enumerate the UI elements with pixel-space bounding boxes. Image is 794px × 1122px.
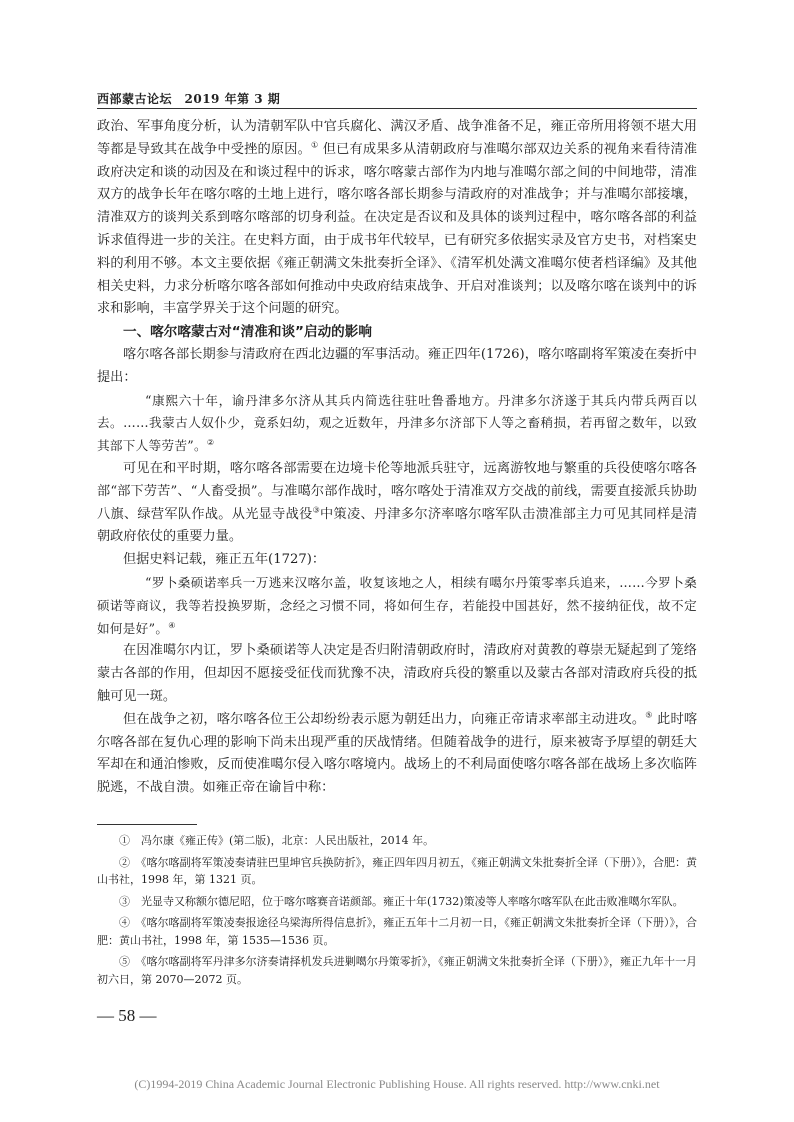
copyright-footer: (C)1994-2019 China Academic Journal Electronic Publishing House. All rights reserved. http://www.cnki.net: [134, 1077, 660, 1091]
footnotes: [97, 832, 697, 992]
footnote-ref-5[interactable]: ⑤: [645, 710, 653, 720]
paragraph-6-text-b: 此时喀尔喀各部在复仇心理的影响下尚未出现严重的厌战情绪。但随着战争的进行，原来被寄予厚望的朝廷大军却在和通泊惨败，反而使准噶尔侵入喀尔喀境内。战场上的不利局面使喀尔喀各部在战场上多次临阵脱逃，不战自溃。如雍正帝在谕旨中称：: [97, 711, 698, 796]
footnote-5: [97, 953, 697, 988]
journal-header: 西部蒙古论坛 2019 年第 3 期: [97, 92, 281, 106]
quote-2: [97, 572, 697, 640]
footnote-2: [97, 854, 697, 889]
paragraph-1-text-a: 政治、军事角度分析，认为清朝军队中官兵腐化、满汉矛盾、战争准备不足，雍正帝所用将领不堪大用等都是导致其在战争中受挫的原因。: [97, 119, 697, 157]
paragraph-2: 喀尔喀各部长期参与清政府在西北边疆的军事活动。雍正四年(1726)，喀尔喀副将军策凌在奏折中提出：: [97, 346, 697, 385]
quote-1: [97, 390, 697, 458]
paragraph-3: [97, 458, 697, 549]
section-title: 一、喀尔喀蒙古对“清准和谈”启动的影响: [123, 324, 372, 341]
paragraph-3-text-b: 中策凌、丹津多尔济率喀尔喀军队击溃准部主力可见其同样是清朝政府依仗的重要力量。: [97, 506, 698, 545]
page-number: — 58 —: [97, 1006, 157, 1025]
paragraph-6-text-a: 但在战争之初，喀尔喀各位王公却纷纷表示愿为朝廷出力，向雍正帝请求率部主动进攻。: [123, 711, 646, 727]
footnote-mark: ①: [119, 834, 130, 847]
paragraph-3-text-a: 可见在和平时期，喀尔喀各部需要在边境卡伦等地派兵驻守，远离游牧地与繁重的兵役使喀尔喀各部“部下劳苦”、“人畜受损”。与准噶尔部作战时，喀尔喀处于清准双方交战的前线，需要直接派兵协助八旗、绿营军队作战。从光显寺战役: [97, 460, 697, 522]
paragraph-1: [97, 116, 697, 321]
footnote-mark: ②: [119, 855, 131, 869]
quote-2-text: “罗卜桑硕诺率兵一万逃来汉喀尔盖，收复该地之人，相续有噶尔丹策零率兵追来，……今罗卜桑硕诺等商议，我等若投换罗斯，念经之习惯不同，将如何生存，若能投中国甚好，然不接纳征伐，故不定如何是好”。: [97, 574, 697, 636]
footnote-ref-1[interactable]: ①: [310, 140, 319, 150]
footnote-text: 光显寺又称额尔德尼昭，位于喀尔喀赛音诺颜部。雍正十年(1732)策凌等人率喀尔喀军队在此击败准噶尔军队。: [141, 894, 684, 908]
paragraph-4: 但据史料记载，雍正五年(1727)：: [123, 552, 326, 568]
header-divider: [97, 108, 697, 109]
footnote-text: 《喀尔喀副将军策凌奏请驻巴里坤官兵换防折》，雍正四年四月初五，《雍正朝满文朱批奏折全译（下册）》，合肥：黄山书社，1998 年，第 1321 页。: [97, 855, 698, 886]
footnote-text: 《喀尔喀副将军丹津多尔济奏请择机发兵进剿噶尔丹策零折》，《雍正朝满文朱批奏折全译（下册）》，雍正九年十一月初六日，第 2070—2072 页。: [97, 955, 698, 986]
footnote-text: 冯尔康《雍正传》(第二版)，北京：人民出版社，2014 年。: [141, 834, 435, 847]
footnote-3: [97, 893, 697, 911]
footnote-ref-3[interactable]: ③: [312, 505, 321, 515]
footnote-ref-2[interactable]: ②: [206, 437, 215, 447]
footnote-text: 《喀尔喀副将军策凌奏报途径乌梁海所得信息折》，雍正五年十二月初一日，《雍正朝满文朱批奏折全译（下册）》，合肥：黄山书社，1998 年，第 1535—1536 页。: [97, 916, 698, 947]
paragraph-5: 在因准噶尔内讧，罗卜桑硕诺等人决定是否归附清朝政府时，清政府对黄教的尊崇无疑起到了笼络蒙古各部的作用，但却因不愿接受征伐而犹豫不决，清政府兵役的繁重以及蒙古各部对清政府兵役的抵触可见一斑。: [97, 643, 697, 704]
footnote-divider: [97, 824, 197, 825]
article-body: [97, 116, 697, 800]
footnote-4: [97, 914, 697, 949]
quote-1-text: “康熙六十年，谕丹津多尔济从其兵内简选往驻吐鲁番地方。丹津多尔济遂于其兵内带兵两百以去。……我蒙古人奴仆少，竟系妇幼，观之近数年，丹津多尔济部下人等之畜稍损，若再留之数年，以致其部下人等劳苦”。: [97, 392, 697, 454]
footnote-mark: ④: [119, 916, 131, 929]
paragraph-6: [97, 709, 697, 800]
footnote-mark: ⑤: [119, 955, 131, 968]
paragraph-1-text-b: 但已有成果多从清朝政府与准噶尔部双边关系的视角来看待清准政府决定和谈的动因及在和谈过程中的诉求，喀尔喀蒙古部作为内地与准噶尔部之间的中间地带，清准双方的战争长年在喀尔喀的土地上进行，喀尔喀各部长期参与清政府的对准战争；并与准噶尔部接壤，清准双方的谈判关系到喀尔喀部的切身利益。在决定是否议和及具体的谈判过程中，喀尔喀各部的利益诉求值得进一步的关注。在史料方面，由于成书年代较早，已有研究多依据实录及官方史书，对档案史料的利用不够。本文主要依据《雍正朝满文朱批奏折全译》、《清军机处满文准噶尔使者档译编》及其他相关史料，力求分析喀尔喀各部如何推动中央政府结束战争、开启对准谈判；以及喀尔喀在谈判中的诉求和影响，丰富学界关于这个问题的研究。: [97, 141, 698, 317]
footnote-ref-4[interactable]: ④: [168, 620, 176, 630]
footnote-1: [97, 832, 697, 850]
footnote-mark: ③: [119, 894, 130, 908]
